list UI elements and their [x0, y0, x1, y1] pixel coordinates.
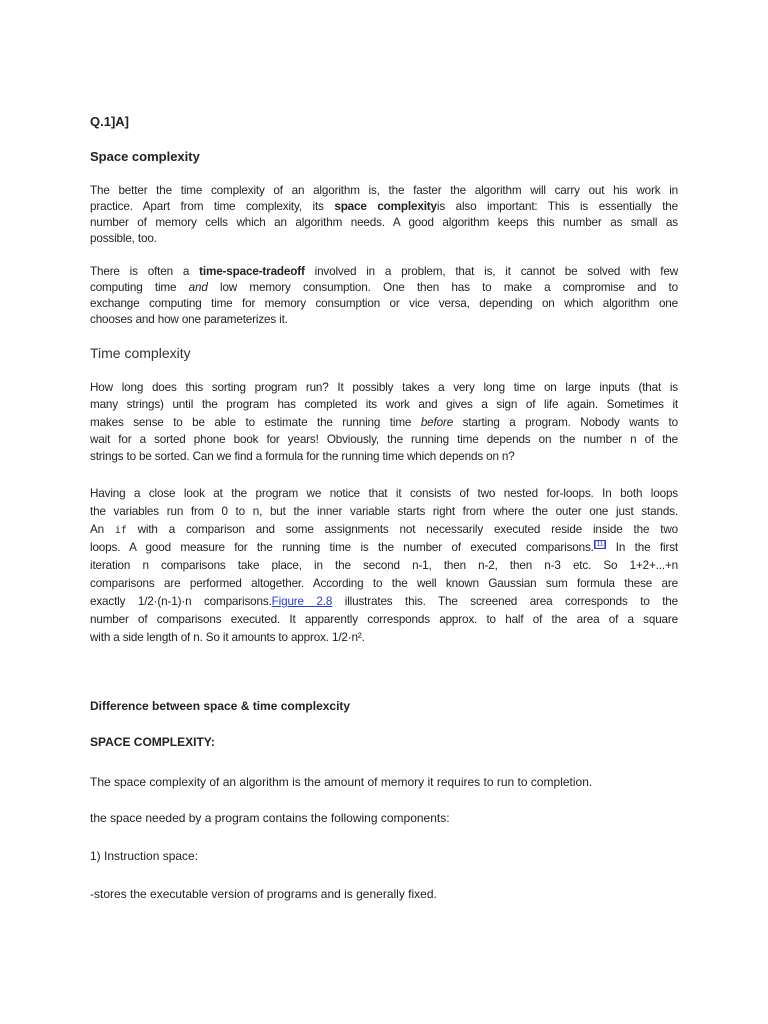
footnote-link[interactable]: [11] [594, 541, 606, 549]
text-line [90, 557, 678, 575]
text-run: possible, too. [90, 232, 157, 245]
paragraph: the space needed by a program contains the following components: [90, 811, 450, 825]
text-line [90, 539, 678, 557]
section-heading-space-complexity: Space complexity [90, 149, 200, 164]
italic-text: before [420, 415, 454, 429]
text-line [90, 448, 678, 465]
paragraph: The space complexity of an algorithm is the amount of memory it requires to run to completion. [90, 775, 593, 789]
text-run: loops. A good measure for the running time is the number of executed comparisons. [90, 541, 594, 554]
text-run: makes sense to be able to estimate the running time [90, 415, 421, 429]
text-line [90, 414, 678, 431]
text-line [90, 593, 678, 611]
text-run: exchange computing time for memory consumption or vice versa, depending on which algorithm one [90, 297, 678, 310]
text-line [90, 431, 678, 448]
text-line [90, 521, 678, 539]
text-run: number of comparisons executed. It apparently corresponds approx. to half of the area of a square [90, 613, 678, 626]
paragraph: -stores the executable version of programs and is generally fixed. [90, 887, 437, 901]
text-line [90, 396, 678, 413]
text-run: comparisons are performed altogether. According to the well known Gaussian sum formula these are [90, 577, 678, 590]
question-label: Q.1]A] [90, 114, 129, 129]
paragraph [90, 485, 678, 647]
text-run: number of memory cells which an algorithm needs. A good algorithm keeps this number as small as [90, 216, 678, 229]
text-line [90, 379, 678, 396]
text-run: low memory consumption. One then has to make a compromise and to [207, 281, 678, 294]
text-line [90, 503, 678, 521]
text-run: with a side length of n. So it amounts to approx. 1/2·n². [90, 631, 365, 644]
text-line [90, 183, 678, 199]
paragraph [90, 183, 678, 247]
text-run: many strings) until the program has completed its work and gives a sign of life again. Sometimes it [90, 398, 678, 412]
text-line [90, 280, 678, 296]
section-heading-difference: Difference between space & time complexcity [90, 699, 351, 713]
figure-link[interactable]: Figure 2.8 [271, 595, 333, 608]
text-line [90, 611, 678, 629]
text-run: The better the time complexity of an algorithm is, the faster the algorithm will carry out his work in [90, 184, 678, 197]
text-run: An [90, 523, 115, 536]
text-line [90, 485, 678, 503]
text-run: chooses and how one parameterizes it. [90, 313, 288, 326]
paragraph [90, 264, 678, 328]
text-line [90, 575, 678, 593]
text-line [90, 231, 678, 247]
text-run: How long does this sorting program run? It possibly takes a very long time on large inputs (that is [90, 381, 678, 394]
text-run: wait for a sorted phone book for years! Obviously, the running time depends on the number n of the [90, 432, 678, 446]
text-line [90, 199, 678, 215]
text-run: with a comparison and some assignments not necessarily executed reside inside the two [126, 523, 678, 536]
text-run: iteration n comparisons take place, in the second n-1, then n-2, then n-3 etc. So 1+2+...+n [90, 559, 678, 572]
text-run: computing time [90, 281, 189, 294]
text-run: starting a program. Nobody wants to [453, 415, 678, 429]
text-line [90, 296, 678, 312]
bold-text: time-space-tradeoff [199, 265, 305, 278]
bold-text: space complexity [334, 200, 437, 213]
text-run: illustrates this. The screened area corresponds to the [332, 595, 678, 608]
text-line [90, 629, 678, 647]
text-run: In the first [606, 541, 678, 554]
subheading-space-complexity: SPACE COMPLEXITY: [90, 735, 215, 749]
text-run: strings to be sorted. Can we find a formula for the running time which depends on n? [90, 450, 515, 464]
text-run: the variables run from 0 to n, but the inner variable starts right from where the outer one just stands. [90, 505, 678, 518]
italic-text: and [188, 281, 208, 294]
text-line [90, 215, 678, 231]
code-text: if [114, 525, 127, 536]
section-heading-time-complexity: Time complexity [90, 345, 191, 361]
text-run: There is often a [90, 265, 200, 278]
text-run: exactly 1/2·(n-1)·n comparisons. [90, 595, 272, 608]
text-run: involved in a problem, that is, it cannot be solved with few [304, 265, 678, 278]
list-item: 1) Instruction space: [90, 849, 199, 863]
text-run: Having a close look at the program we notice that it consists of two nested for-loops. In both loops [90, 487, 678, 500]
text-run: is also important: This is essentially the [436, 200, 678, 213]
paragraph [90, 379, 678, 465]
text-line [90, 312, 678, 328]
text-run: practice. Apart from time complexity, its [90, 200, 335, 213]
text-line [90, 264, 678, 280]
